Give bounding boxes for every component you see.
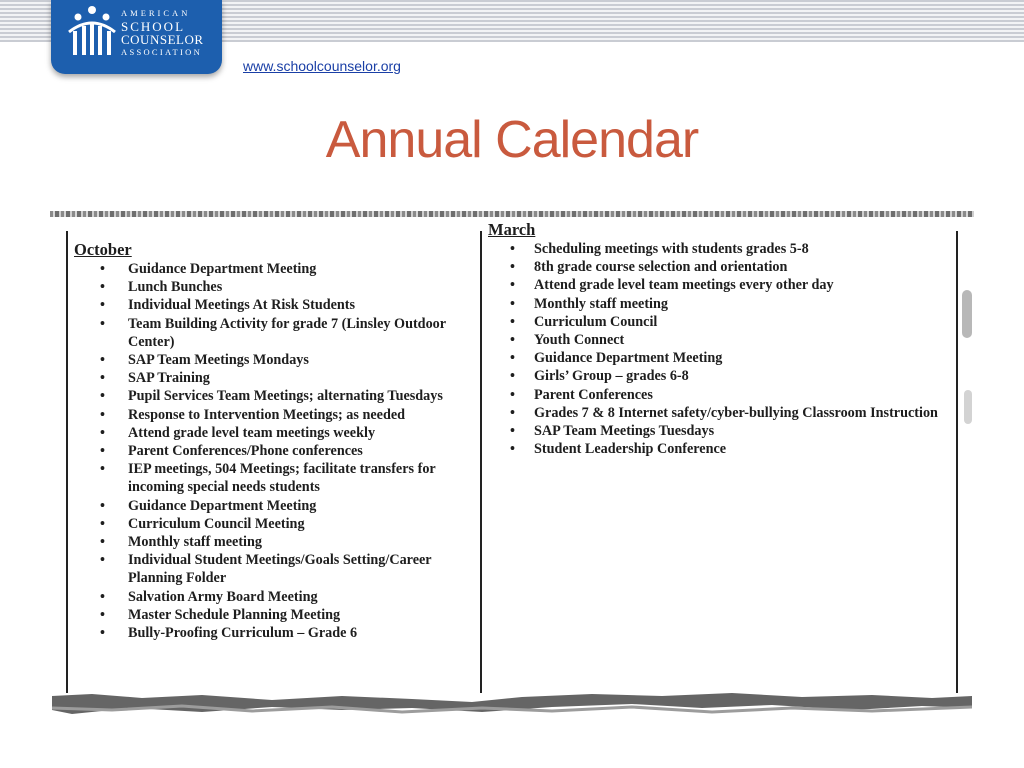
list-item: • SAP Team Meetings Mondays (74, 351, 474, 369)
list-item: • Guidance Department Meeting (488, 349, 948, 367)
list-item: • Response to Intervention Meetings; as needed (74, 406, 474, 424)
list-item: • Student Leadership Conference (488, 440, 948, 458)
list-item: • Pupil Services Team Meetings; alternating Tuesdays (74, 387, 474, 405)
asca-logo[interactable] (51, 0, 222, 74)
list-item: • Attend grade level team meetings every other day (488, 276, 948, 294)
logo-line-2: SCHOOL (121, 18, 186, 34)
list-item: • SAP Training (74, 369, 474, 387)
logo-wordmark (121, 9, 217, 56)
list-item: • Attend grade level team meetings weekly (74, 424, 474, 442)
list-item: • Monthly staff meeting (488, 295, 948, 313)
march-list (488, 240, 948, 458)
october-list (74, 260, 474, 642)
people-columns-icon (63, 4, 121, 60)
list-item: • Youth Connect (488, 331, 948, 349)
list-item: • Curriculum Council Meeting (74, 515, 474, 533)
list-item: • 8th grade course selection and orientation (488, 258, 948, 276)
scan-smudge (962, 290, 972, 338)
list-item: • Parent Conferences (488, 386, 948, 404)
torn-paper-edge (52, 688, 972, 718)
list-item: • Individual Student Meetings/Goals Setting/Career Planning Folder (74, 551, 474, 587)
logo-line-1: AMERICAN (121, 8, 191, 18)
list-item: • Team Building Activity for grade 7 (Linsley Outdoor Center) (74, 315, 474, 351)
list-item: • Lunch Bunches (74, 278, 474, 296)
list-item: • Bully-Proofing Curriculum – Grade 6 (74, 624, 474, 642)
list-item: • Monthly staff meeting (74, 533, 474, 551)
october-column (74, 240, 474, 642)
logo-line-3: COUNSELOR (121, 31, 204, 47)
website-link[interactable]: www.schoolcounselor.org (243, 58, 401, 74)
list-item: • SAP Team Meetings Tuesdays (488, 422, 948, 440)
march-heading: March (488, 220, 536, 239)
list-item: • Parent Conferences/Phone conferences (74, 442, 474, 460)
march-column (488, 220, 948, 458)
list-item: • Guidance Department Meeting (74, 497, 474, 515)
list-item: • Grades 7 & 8 Internet safety/cyber-bullying Classroom Instruction (488, 404, 948, 422)
left-border-line (66, 231, 68, 693)
list-item: • Girls’ Group – grades 6-8 (488, 367, 948, 385)
slide-title: Annual Calendar (325, 111, 699, 169)
scan-smudge (964, 390, 972, 424)
list-item: • Salvation Army Board Meeting (74, 588, 474, 606)
column-divider-line (480, 231, 482, 693)
list-item: • Scheduling meetings with students grades 5-8 (488, 240, 948, 258)
logo-line-4: ASSOCIATION (121, 46, 203, 57)
list-item: • IEP meetings, 504 Meetings; facilitate transfers for incoming special needs students (74, 460, 474, 496)
list-item: • Individual Meetings At Risk Students (74, 296, 474, 314)
list-item: • Guidance Department Meeting (74, 260, 474, 278)
october-heading: October (74, 240, 132, 259)
list-item: • Curriculum Council (488, 313, 948, 331)
list-item: • Master Schedule Planning Meeting (74, 606, 474, 624)
right-border-line (956, 231, 958, 693)
